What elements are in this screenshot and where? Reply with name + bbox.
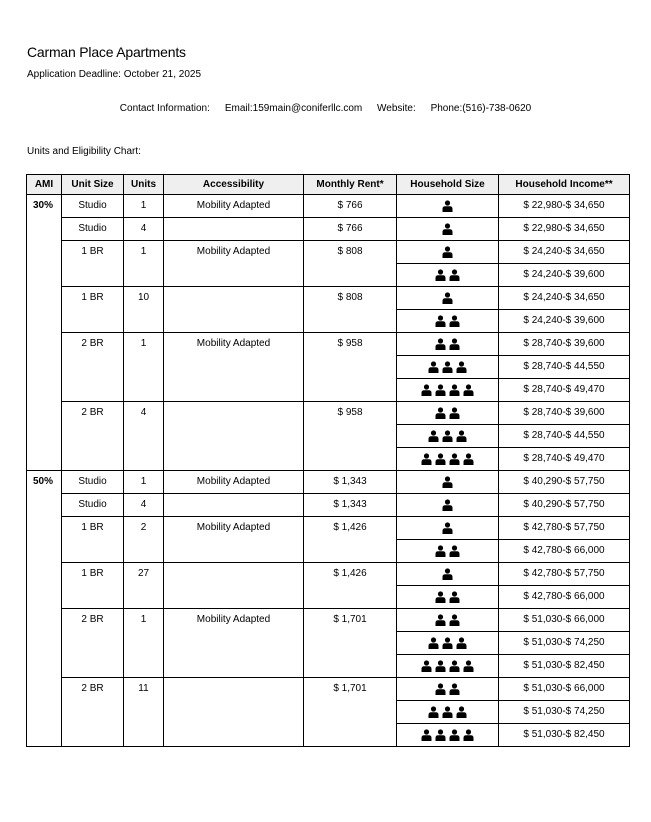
person-icon [428,705,439,717]
unit-size-cell: Studio [62,494,124,517]
units-count-cell: 27 [124,563,164,609]
household-income-cell: $ 51,030-$ 66,000 [499,609,630,632]
person-icon [456,705,467,717]
monthly-rent-cell: $ 1,343 [304,494,397,517]
household-size-icons [442,245,453,257]
household-income-cell: $ 42,780-$ 66,000 [499,586,630,609]
person-icon [435,452,446,464]
contact-phone: Phone:(516)-738-0620 [430,103,532,114]
person-icon [456,360,467,372]
table-row [27,678,630,701]
units-count-cell: 1 [124,241,164,287]
person-icon [449,544,460,556]
household-size-icons [421,659,474,671]
person-icon [435,337,446,349]
person-icon [428,429,439,441]
table-row [27,517,630,540]
person-icon [435,383,446,395]
table-row [27,563,630,586]
household-size-icons [435,337,460,349]
person-icon [435,682,446,694]
units-count-cell: 4 [124,218,164,241]
household-size-cell [397,241,499,264]
household-income-cell: $ 28,740-$ 44,550 [499,356,630,379]
header-accessibility: Accessibility [164,175,304,195]
unit-size-cell: 2 BR [62,609,124,678]
unit-size-cell: 1 BR [62,563,124,609]
household-income-cell: $ 51,030-$ 74,250 [499,701,630,724]
household-income-cell: $ 28,740-$ 44,550 [499,425,630,448]
household-size-icons [435,314,460,326]
contact-information [0,103,651,114]
household-size-icons [442,567,453,579]
person-icon [442,222,453,234]
units-eligibility-table [26,174,630,747]
units-count-cell: 11 [124,678,164,747]
accessibility-cell: Mobility Adapted [164,471,304,494]
person-icon [442,429,453,441]
person-icon [463,728,474,740]
table-body [27,195,630,747]
person-icon [435,613,446,625]
units-count-cell: 1 [124,471,164,494]
header-monthly-rent: Monthly Rent* [304,175,397,195]
household-income-cell: $ 24,240-$ 39,600 [499,310,630,333]
units-count-cell: 1 [124,333,164,402]
unit-size-cell: 1 BR [62,517,124,563]
household-income-cell: $ 28,740-$ 49,470 [499,448,630,471]
page-title: Carman Place Apartments [27,44,186,60]
person-icon [442,567,453,579]
units-count-cell: 10 [124,287,164,333]
person-icon [435,314,446,326]
monthly-rent-cell: $ 766 [304,218,397,241]
household-size-cell [397,333,499,356]
household-size-icons [442,222,453,234]
unit-size-cell: 1 BR [62,241,124,287]
person-icon [449,613,460,625]
household-income-cell: $ 22,980-$ 34,650 [499,195,630,218]
person-icon [435,406,446,418]
accessibility-cell [164,218,304,241]
person-icon [421,452,432,464]
header-household-income: Household Income** [499,175,630,195]
application-deadline: Application Deadline: October 21, 2025 [27,69,202,80]
household-size-cell [397,448,499,471]
units-count-cell: 1 [124,195,164,218]
header-unit-size: Unit Size [62,175,124,195]
household-size-cell [397,678,499,701]
household-size-cell [397,471,499,494]
accessibility-cell [164,678,304,747]
person-icon [463,659,474,671]
person-icon [435,728,446,740]
header-ami: AMI [27,175,62,195]
household-size-icons [421,383,474,395]
unit-size-cell: 2 BR [62,402,124,471]
person-icon [449,659,460,671]
person-icon [442,199,453,211]
unit-size-cell: Studio [62,218,124,241]
household-size-cell [397,195,499,218]
person-icon [421,383,432,395]
household-size-icons [428,429,467,441]
accessibility-cell: Mobility Adapted [164,517,304,563]
household-income-cell: $ 28,740-$ 49,470 [499,379,630,402]
units-count-cell: 4 [124,494,164,517]
person-icon [421,728,432,740]
header-units: Units [124,175,164,195]
units-chart-label: Units and Eligibility Chart: [27,146,141,157]
monthly-rent-cell: $ 766 [304,195,397,218]
person-icon [435,544,446,556]
table-row [27,333,630,356]
household-size-cell [397,586,499,609]
ami-cell: 30% [27,195,62,471]
person-icon [463,383,474,395]
accessibility-cell: Mobility Adapted [164,609,304,678]
household-size-icons [435,682,460,694]
person-icon [442,705,453,717]
person-icon [435,590,446,602]
person-icon [442,636,453,648]
household-income-cell: $ 24,240-$ 34,650 [499,241,630,264]
household-size-cell [397,218,499,241]
household-size-cell [397,264,499,287]
household-size-icons [442,498,453,510]
contact-website: Website: [377,103,416,114]
unit-size-cell: 1 BR [62,287,124,333]
household-size-cell [397,517,499,540]
household-size-cell [397,540,499,563]
person-icon [435,268,446,280]
units-count-cell: 4 [124,402,164,471]
header-household-size: Household Size [397,175,499,195]
table-header-row [27,175,630,195]
accessibility-cell: Mobility Adapted [164,333,304,402]
person-icon [428,360,439,372]
person-icon [449,406,460,418]
table-row [27,471,630,494]
household-size-icons [435,590,460,602]
accessibility-cell: Mobility Adapted [164,241,304,287]
table-row [27,195,630,218]
person-icon [442,245,453,257]
person-icon [442,475,453,487]
household-income-cell: $ 42,780-$ 57,750 [499,517,630,540]
household-income-cell: $ 42,780-$ 66,000 [499,540,630,563]
household-income-cell: $ 24,240-$ 34,650 [499,287,630,310]
household-size-cell [397,494,499,517]
person-icon [449,337,460,349]
household-size-icons [428,705,467,717]
unit-size-cell: Studio [62,471,124,494]
household-income-cell: $ 51,030-$ 82,450 [499,655,630,678]
person-icon [449,452,460,464]
monthly-rent-cell: $ 1,426 [304,517,397,563]
household-income-cell: $ 51,030-$ 82,450 [499,724,630,747]
monthly-rent-cell: $ 1,343 [304,471,397,494]
person-icon [442,360,453,372]
table-row [27,287,630,310]
person-icon [428,636,439,648]
household-size-cell [397,655,499,678]
units-count-cell: 2 [124,517,164,563]
household-size-cell [397,632,499,655]
household-size-icons [435,544,460,556]
household-size-icons [442,521,453,533]
household-size-icons [421,452,474,464]
household-size-cell [397,356,499,379]
person-icon [463,452,474,464]
table-row [27,218,630,241]
household-size-icons [435,406,460,418]
household-size-icons [428,636,467,648]
household-size-cell [397,563,499,586]
household-income-cell: $ 24,240-$ 39,600 [499,264,630,287]
ami-cell: 50% [27,471,62,747]
contact-label: Contact Information: [119,103,210,114]
person-icon [421,659,432,671]
person-icon [449,314,460,326]
household-size-icons [435,268,460,280]
monthly-rent-cell: $ 958 [304,333,397,402]
household-income-cell: $ 51,030-$ 74,250 [499,632,630,655]
accessibility-cell: Mobility Adapted [164,195,304,218]
person-icon [456,636,467,648]
table-row [27,241,630,264]
monthly-rent-cell: $ 808 [304,287,397,333]
household-size-icons [442,475,453,487]
household-size-icons [428,360,467,372]
accessibility-cell [164,287,304,333]
person-icon [449,590,460,602]
household-size-icons [421,728,474,740]
household-size-cell [397,402,499,425]
household-income-cell: $ 40,290-$ 57,750 [499,494,630,517]
monthly-rent-cell: $ 1,701 [304,609,397,678]
person-icon [449,383,460,395]
accessibility-cell [164,563,304,609]
person-icon [449,682,460,694]
person-icon [442,521,453,533]
household-size-cell [397,701,499,724]
person-icon [456,429,467,441]
table-row [27,402,630,425]
person-icon [442,498,453,510]
household-size-cell [397,724,499,747]
table-row [27,494,630,517]
person-icon [449,728,460,740]
accessibility-cell [164,402,304,471]
household-size-cell [397,287,499,310]
household-income-cell: $ 22,980-$ 34,650 [499,218,630,241]
monthly-rent-cell: $ 808 [304,241,397,287]
person-icon [435,659,446,671]
household-size-cell [397,425,499,448]
unit-size-cell: 2 BR [62,333,124,402]
household-income-cell: $ 28,740-$ 39,600 [499,402,630,425]
household-size-icons [442,291,453,303]
units-count-cell: 1 [124,609,164,678]
unit-size-cell: 2 BR [62,678,124,747]
household-size-cell [397,609,499,632]
household-size-icons [442,199,453,211]
household-income-cell: $ 42,780-$ 57,750 [499,563,630,586]
household-size-icons [435,613,460,625]
table-row [27,609,630,632]
household-income-cell: $ 28,740-$ 39,600 [499,333,630,356]
monthly-rent-cell: $ 958 [304,402,397,471]
unit-size-cell: Studio [62,195,124,218]
household-size-cell [397,310,499,333]
monthly-rent-cell: $ 1,701 [304,678,397,747]
accessibility-cell [164,494,304,517]
household-size-cell [397,379,499,402]
person-icon [449,268,460,280]
household-income-cell: $ 40,290-$ 57,750 [499,471,630,494]
person-icon [442,291,453,303]
contact-email: Email:159main@coniferllc.com [224,103,363,114]
household-income-cell: $ 51,030-$ 66,000 [499,678,630,701]
monthly-rent-cell: $ 1,426 [304,563,397,609]
